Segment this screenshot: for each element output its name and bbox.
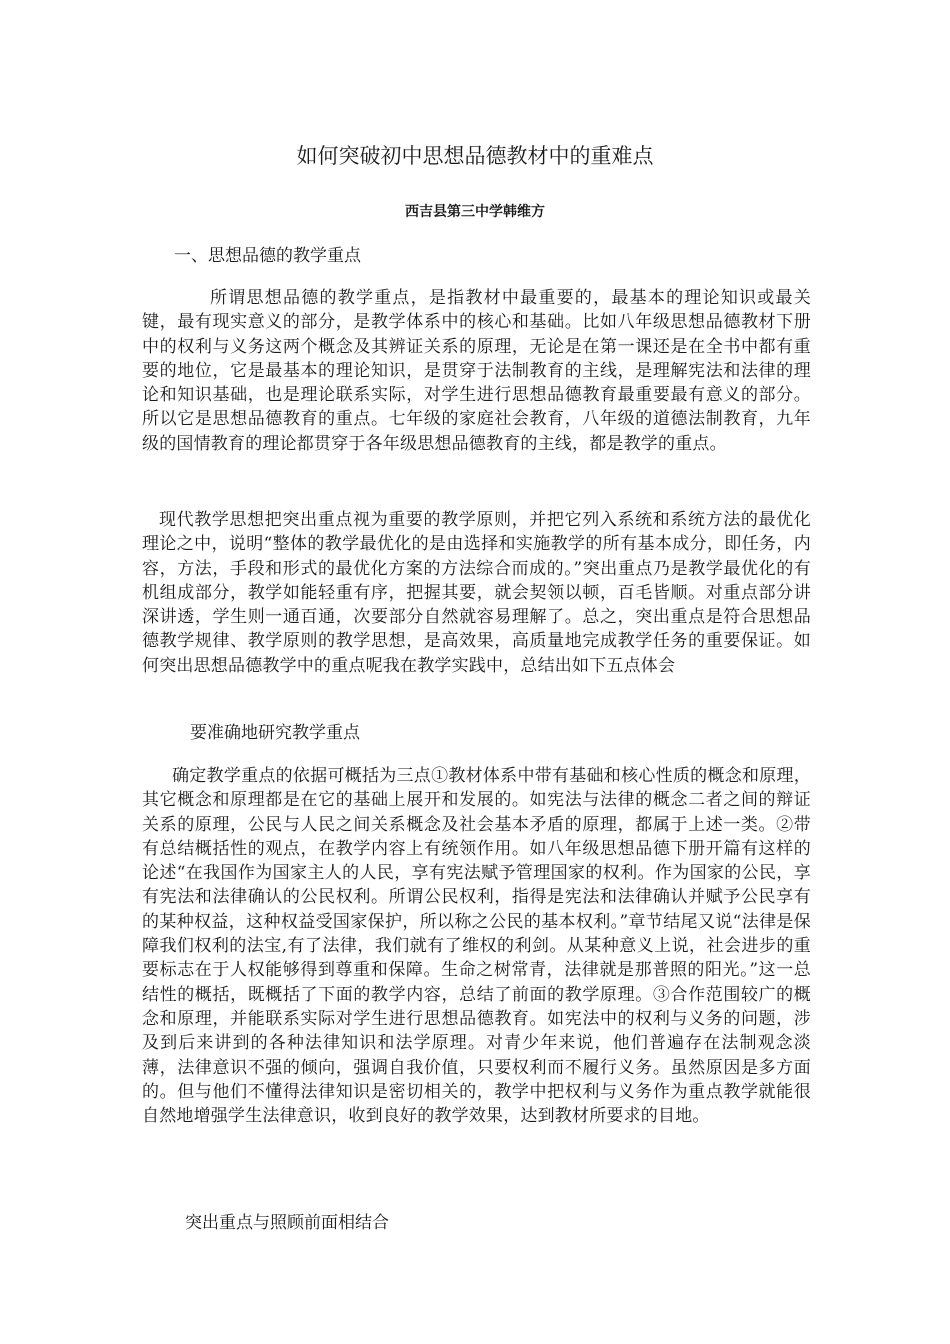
paragraph-definition: 所谓思想品德的教学重点，是指教材中最重要的，最基本的理论知识或最关键，最有现实意义的部分，是教学体系中的核心和基础。比如八年级思想品德教材下册中的权利与义务这两个概念及其辨证关系的原理，无论是在第一课还是在全书中都有重要的地位，它是最基本的理论知识，是贯穿于法制教育的主线，是理解宪法和法律的理论和知识基础，也是理论联系实际，对学生进行思想品德教育最重要最有意义的部分。所以它是思想品德教育的重点。七年级的家庭社会教育，八年级的道德法制教育，九年级的国情教育的理论都贯穿于各年级思想品德教育的主线，都是教学的重点。	[142, 288, 811, 454]
subheading-combine-focus: 突出重点与照顾前面相结合	[185, 1213, 389, 1233]
subheading-research-focus: 要准确地研究教学重点	[190, 723, 360, 743]
document-title: 如何突破初中思想品德教材中的重难点	[296, 144, 654, 168]
paragraph-modern-teaching: 现代教学思想把突出重点视为重要的教学原则，并把它列入系统和系统方法的最优化理论之中，说明“整体的教学最优化的是由选择和实施教学的所有基本成分，即任务，内容，方法，手段和形式的最优化方案的方法综合而成的。”突出重点乃是教学最优化的有机组成部分，教学如能轻重有序，把握其要，就会契领以顿，百毛皆顺。对重点部分讲深讲透，学生则一通百通，次要部分自然就容易理解了。总之，突出重点是符合思想品德教学规律、教学原则的教学思想，是高效果，高质量地完成教学任务的重要保证。如何突出思想品德教学中的重点呢我在教学实践中，总结出如下五点体会	[142, 510, 811, 676]
document-author: 西吉县第三中学韩维方	[405, 204, 545, 220]
section-heading-teaching-focus: 一、思想品德的教学重点	[174, 246, 361, 266]
paragraph-basis: 确定教学重点的依据可概括为三点①教材体系中带有基础和核心性质的概念和原理，其它概念和原理都是在它的基础上展开和发展的。如宪法与法律的概念二者之间的辩证关系的原理，公民与人民之间关系概念及社会基本矛盾的原理，都属于上述一类。②带有总结概括性的观点，在教学内容上有统领作用。如八年级思想品德下册开篇有这样的论述“在我国作为国家主人的人民，享有宪法赋予管理国家的权利。作为国家的公民，享有宪法和法律确认的公民权利。所谓公民权利，指得是宪法和法律确认并赋予公民享有的某种权益，这种权益受国家保护，所以称之公民的基本权利。”章节结尾又说“法律是保障我们权利的法宝,有了法律，我们就有了维权的利剑。从某种意义上说，社会进步的重要标志在于人权能够得到尊重和保障。生命之树常青，法律就是那普照的阳光。”这一总结性的概括，既概括了下面的教学内容，总结了前面的教学原理。③合作范围较广的概念和原理，并能联系实际对学生进行思想品德教育。如宪法中的权利与义务的问题，涉及到后来讲到的各种法律知识和法学原理。对青少年来说，他们普遍存在法制观念淡薄，法律意识不强的倾向，强调自我价值，只要权利而不履行义务。虽然原因是多方面的。但与他们不懂得法律知识是密切相关的，教学中把权利与义务作为重点教学就能很自然地增强学生法律意识，收到良好的教学效果，达到教材所要求的目地。	[142, 766, 811, 1127]
